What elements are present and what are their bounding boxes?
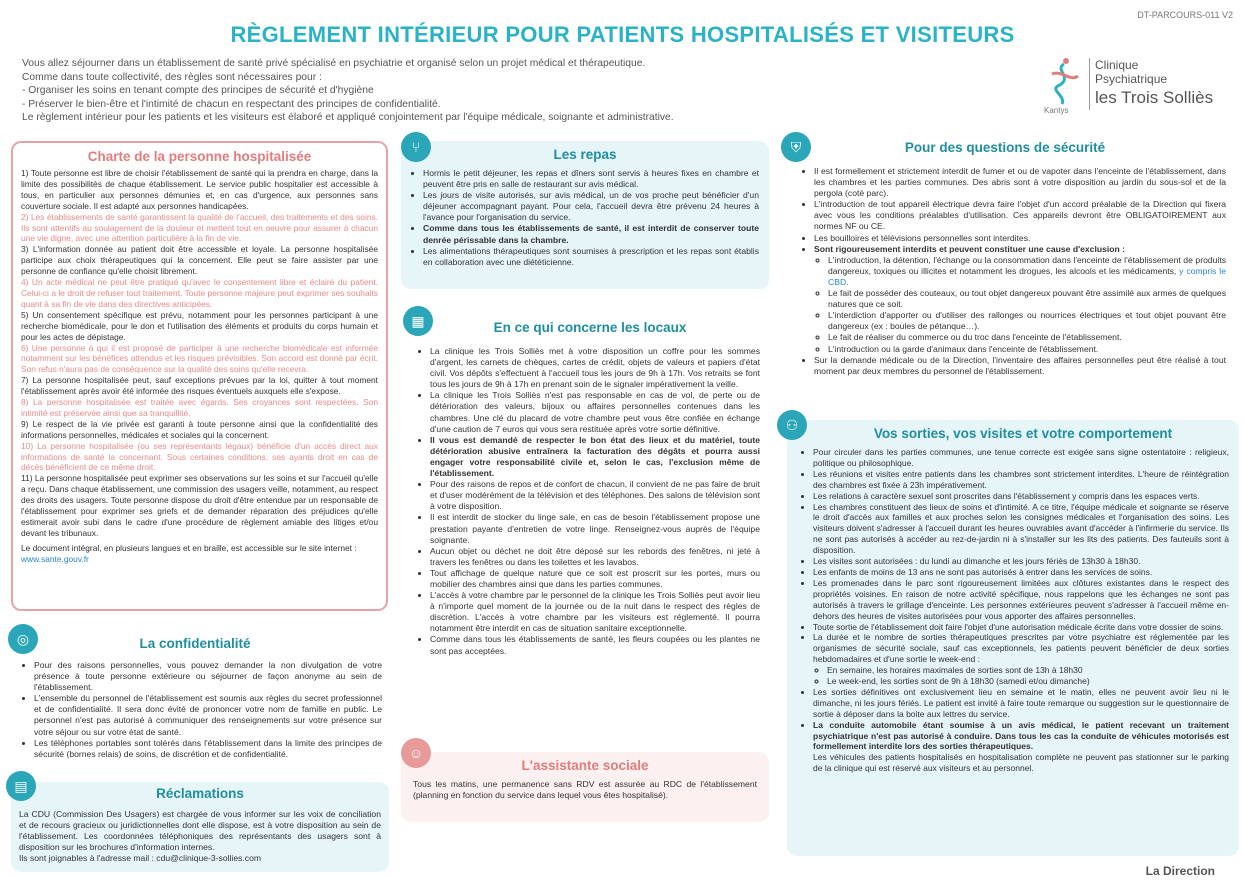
charte-title: Charte de la personne hospitalisée <box>87 149 312 164</box>
confid-list: • Pour des raisons personnelles, vous pouvez demander la non divulgation de votre présence à toute personne extérieure ou séjourner de façon anonyme au sein de l'établissement. • L'ensemble du personnel de l'établissement est soumis aux règles du secret professionnel et de confidentialité. Il sera donc évité de prononcer votre nom de famille en public. Le personnel n'est pas autorisé à communiquer des renseignements sur votre présence sur votre séjour ou sur votre état de santé. • Les téléphones portables sont tolérés dans l'établissement dans la limite des principes de sécurité (bornes relais) de soins, de discrétion et de confidentialité. <box>22 660 382 760</box>
charte-item: 3) L'information donnée au patient doit être accessible et loyale. La personne hospitalisée participe aux choix thérapeutiques qui la concernent. Elle peut se faire assister par une personne de confiance qu'elle choisit librement. <box>21 244 378 277</box>
logo-figure-icon <box>1044 56 1084 106</box>
repas-title: Les repas <box>553 147 617 162</box>
assistante-section: L'assistante sociale Tous les matins, une permanence sans RDV est assurée au RDC de l'établissement (planning en fonction du service dans lequel vous êtes hospitalisé). <box>401 752 769 822</box>
clinic-logo: Kantys Clinique Psychiatrique les Trois Solliès <box>1044 58 1214 115</box>
reclam-section: Réclamations La CDU (Commission Des Usagers) est chargée de vous informer sur les voix de conciliation et de recours gracieux ou juridictionnelles dont elle dispose, est à votre disposition au sein de l'établissement. Les coordonnées téléphoniques des représentants des usagers sont à disposition sur les brochures d'information internes. Ils sont joignables à l'adresse mail : cdu@clinique-3-sollies.com <box>11 782 389 872</box>
person-icon: ☺ <box>401 738 431 768</box>
charte-section <box>11 141 388 611</box>
repas-section: Les repas • Hormis le petit déjeuner, les repas et dîners sont servis à heures fixes en chambre et peuvent être pris en salle de restaurant sur avis médical. • Les jours de visite autorisés, sur avis médical, un de vos proche peut bénéficier d'un déjeuner accompagnant payant. Pour cela, l'accueil devra être prévenu 24 heures à l'avance pour l'organisation du service. • Comme dans tous les établissements de santé, il est interdit de conserver toute denrée périssable dans la chambre. • Les alimentations thérapeutiques sont soumises à prescription et les repas sont établis en collaboration avec une diététicienne. <box>401 141 769 289</box>
securite-title: Pour des questions de sécurité <box>904 140 1106 155</box>
charte-item: 11) La personne hospitalisée peut exprimer ses observations sur les soins et sur l'accueil qu'elle a reçu. Dans chaque établissement, une commission des usagers veille, notamment, au respect des droits des usagers. Toute personne dispose du droit d'être entendue par un responsable de l'établissement pour exprimer ses griefs et de demander réparation des préjudices qu'elle estimerait avoir subi dans le cadre d'une procédure de règlement amiable des litiges et/ou devant les tribunaux. <box>21 473 378 538</box>
sante-link[interactable]: www.sante.gouv.fr <box>21 553 89 564</box>
locaux-list: • La clinique les Trois Solliès met à votre disposition un coffre pour les sommes d'argent, les carnets de chèques, cartes de crédit, objets de valeurs et papiers d'état civil. Vos dépôts s'effectuent à l'accueil tous les jours de 9h à 17h. Vos retraits se font tous les jours de 9h à 17h en prenant soin de le signaler impérativement la veille. • La clinique les Trois Solliès n'est pas responsable en cas de vol, de perte ou de détérioration des valeurs, bijoux ou affaires personnelles contenues dans les chambres. Une clé du placard de votre chambre peut vous être confiée en échange d'une caution de 7 euros qui vous sera restituée après votre sortie définitive. • Il vous est demandé de respecter le bon état des lieux et du matériel, toute détérioration abusive entraînera la facturation des dégâts et pourra aussi engager votre responsabilité civile et, selon le cas, l'exclusion même de l'établissement. • Pour des raisons de repos et de confort de chacun, il convient de ne pas faire de bruit et d'user modérément de la télévision et des téléphones. Des salons de télévision sont à votre disposition. • Il est interdit de stocker du linge sale, en cas de besoin l'établissement propose une prestation payante d'entretien de votre linge. Renseignez-vous auprès de l'équipe soignante. • Aucun objet ou déchet ne doit être déposé sur les rebords des fenêtres, ni jeté à travers les fenêtres ou dans les toilettes et les lavabos. • Tout affichage de quelque nature que ce soit est proscrit sur les portes, murs ou mobilier des chambres ainsi que dans les parties communes. • L'accès à votre chambre par le personnel de la clinique les Trois Solliès peut avoir lieu à n'importe quel moment de la journée ou de la nuit dans le respect des règles de discrétion. L'accès à votre chambre par les visiteurs est réglementé. Il pourra notamment être interdit en cas de situation sanitaire exceptionnelle. • Comme dans tous les établissements de santé, les fleurs coupées ou les plantes ne sont pas acceptées. <box>418 346 760 657</box>
assistante-title: L'assistante sociale <box>521 758 649 773</box>
cutlery-icon: ⑂ <box>401 132 431 162</box>
document-icon: ▤ <box>6 771 36 801</box>
confid-title: La confidentialité <box>139 636 251 651</box>
charte-item: 6) Une personne à qui il est proposé de participer à une recherche biomédicale est informée notamment sur les bénéfices attendus et les risques prévisibles. Son accord est donné par écrit. Son refus n'aura pas de conséquence sur la qualité des soins qu'elle recevra. <box>21 342 378 375</box>
charte-item: 5) Un consentement spécifique est prévu, notamment pour les personnes participant à une recherche biomédicale, pour le don et l'utilisation des éléments et produits du corps humain et pour les actes de dépistage. <box>21 309 378 342</box>
eye-slash-icon: ◎ <box>8 624 38 654</box>
charte-item: 7) La personne hospitalisée peut, sauf exceptions prévues par la loi, quitter à tout moment l'établissement après avoir été informée des risques éventuels auxquels elle s'expose. <box>21 375 378 397</box>
signature: La Direction <box>1145 864 1215 878</box>
charte-item: 4) Un acte médical ne peut être pratiqué qu'avec le consentement libre et éclairé du patient. Celui-ci a le droit de refuser tout traitement. Toute personne majeure peut exprimer ses souhaits quant à sa fin de vie dans des directives anticipées. <box>21 277 378 309</box>
people-icon: ⚇ <box>777 410 807 440</box>
charte-item: 9) Le respect de la vie privée est garanti à toute personne ainsi que la confidentialité des informations personnelles, médicales et sociales qui la concernent. <box>21 418 378 440</box>
sorties-section: Vos sorties, vos visites et votre comportement • Pour circuler dans les parties communes, une tenue correcte est exigée sans signe ostentatoire : religieux, politique ou philosophique. • Les réunions et visites entre patients dans les chambres sont strictement interdites. L'heure de réintégration des chambres est fixée à 23h impérativement. • Les relations à caractère sexuel sont proscrites dans l'établissement y compris dans les espaces verts. • Les chambres constituent des lieux de soins et d'intimité. A ce titre, l'équipe médicale et soignante se réserve le droit d'accès aux familles et aux proches selon les consignes médicales et l'organisation des soins. Les visiteurs doivent s'adresser à l'accueil durant les heures ouvrables avant d'accéder à l'infirmerie du service. Ils ne sont pas autorisés à accéder au rez-de-jardin ni à s'installer sur les lits des patients. Des fauteuils sont à disposition. • Les visites sont autorisées : du lundi au dimanche et les jours fériés de 13h30 à 18h30. • Les enfants de moins de 13 ans ne sont pas autorisés à entrer dans les services de soins. • Les promenades dans le parc sont rigoureusement limitées aux clôtures existantes dans le respect des propriétés voisines. En raison de notre activité spécifique, nous rappelons que les échanges ne sont pas autorisés à travers le grillage d'enceinte. Les personnes extérieures peuvent s'adresser à l'accueil même en-dehors des heures de visites autorisées pour vous apporter des affaires personnelles. • Toute sortie de l'établissement doit faire l'objet d'une autorisation médicale écrite dans votre dossier de soins. • La durée et le nombre de sorties thérapeutiques prescrites par votre psychiatre est réglementée par les organismes de sécurité sociale, sauf cas exceptionnels, les patients peuvent bénéficier de deux sorties hebdomadaires et d'une sortie le week-end : ◦ En semaine, les horaires maximales de sorties sont de 13h à 18h30 ◦ Le week-end, les sorties sont de 9h à 18h30 (samedi et/ou dimanche) • Les sorties définitives ont exclusivement lieu en semaine et le matin, elles ne peuvent avoir lieu ni le dimanche, ni les jours fériés. Le patient est invité à faire toute remarque ou suggestion sur le questionnaire de sortie à déposer dans la boite aux lettres du service. • La conduite automobile étant soumise à un avis médical, le patient recevant un traitement psychiatrique n'est pas autorisé à conduire. Dans tous les cas la conduite de véhicules motorisés est formellement interdite lors des sorties thérapeutiques. Les véhicules des patients hospitalisés en hospitalisation complète ne peuvent pas stationner sur le parking de la clinique qui est réservé aux visiteurs et au personnel. <box>787 420 1239 856</box>
document-reference: DT-PARCOURS-011 V2 <box>1137 10 1233 20</box>
sorties-title: Vos sorties, vos visites et votre comportement <box>873 426 1173 441</box>
reclam-title: Réclamations <box>156 786 244 801</box>
charte-item: 10) La personne hospitalisée (ou ses représentants légaux) bénéficie d'un accès direct aux informations de santé la concernant. Sous certaines conditions, ses ayants droit en cas de décès bénéficient de ce même droit. <box>21 440 378 473</box>
shield-lock-icon: ⛨ <box>781 132 811 162</box>
charte-item: 1) Toute personne est libre de choisir l'établissement de santé qui la prendra en charge, dans la limite des possibilités de chaque établissement. Le service public hospitalier est accessible à tous, en particulier aux personnes démunies et, en cas d'urgence, aux personnes sans couverture sociale. Il est adapté aux personnes handicapées. <box>21 168 378 211</box>
intro-text: Vous allez séjourner dans un établissement de santé privé spécialisé en psychiatrie et organisé selon un projet médical et thérapeutique. Comme dans toute collectivité, des règles sont nécessaires pour : - Organiser les soins en tenant compte des principes de sécurité et d'hygiène - Préserver le bien-être et l'intimité de chacun en respectant des principes de confidentialité. Le règlement intérieur pour les patients et les visiteurs est élaboré et appliqué conjointement par l'équipe médicale, soignante et administrative. <box>22 58 674 123</box>
charte-item: 8) La personne hospitalisée est traitée avec égards. Ses croyances sont respectées. Son intimité est préservée ainsi que sa tranquillité. <box>21 397 378 418</box>
page-title: RÈGLEMENT INTÉRIEUR POUR PATIENTS HOSPITALISÉS ET VISITEURS <box>230 22 1015 47</box>
charte-footer: Le document intégral, en plusieurs langues et en braille, est accessible sur le site internet : <box>21 542 357 553</box>
securite-list: • Il est formellement et strictement interdit de fumer et ou de vapoter dans l'enceinte de l'établissement, dans les chambres et les parties communes. Des abris sont à votre disposition au jardin du sous-sol et de la pergola (coté parc). • L'introduction de tout appareil électrique devra faire l'objet d'un accord préalable de la Direction qui fixera avec vous les conditions préalables d'utilisation. Ces appareils devront être OBLIGATOIREMENT aux normes NF ou CE. • Les bouilloires et télévisions personnelles sont interdites. • Sont rigoureusement interdits et peuvent constituer une cause d'exclusion : ◦ L'introduction, la détention, l'échange ou la consommation dans l'enceinte de l'établissement de produits dangereux, toxiques ou illicites et notamment les drogues, les alcools et les médicaments, y compris le CBD. ◦ Le fait de posséder des couteaux, ou tout objet dangereux pouvant être assimilé aux armes de quelques natures que ce soit. ◦ L'interdiction d'apporter ou d'utiliser des rallonges ou nourrices électriques et tout objet pouvant être dangereux (ex : boules de pétanque…). ◦ Le fait de réaliser du commerce ou du troc dans l'enceinte de l'établissement. ◦ L'introduction ou la garde d'animaux dans l'enceinte de l'établissement. • Sur la demande médicale ou de la Direction, l'inventaire des affaires personnelles peut être réalisé à tout moment par deux membres du personnel de l'établissement. <box>802 166 1226 377</box>
locaux-title: En ce qui concerne les locaux <box>493 320 687 335</box>
charte-item: 2) Les établissements de santé garantissent la qualité de l'accueil, des traitements et des soins. Ils sont attentifs au soulagement de la douleur et mettent tout en oeuvre pour assurer à chacun une vie digne, avec une attention particulière à la fin de vie. <box>21 211 378 244</box>
building-icon: ▦ <box>403 306 433 336</box>
